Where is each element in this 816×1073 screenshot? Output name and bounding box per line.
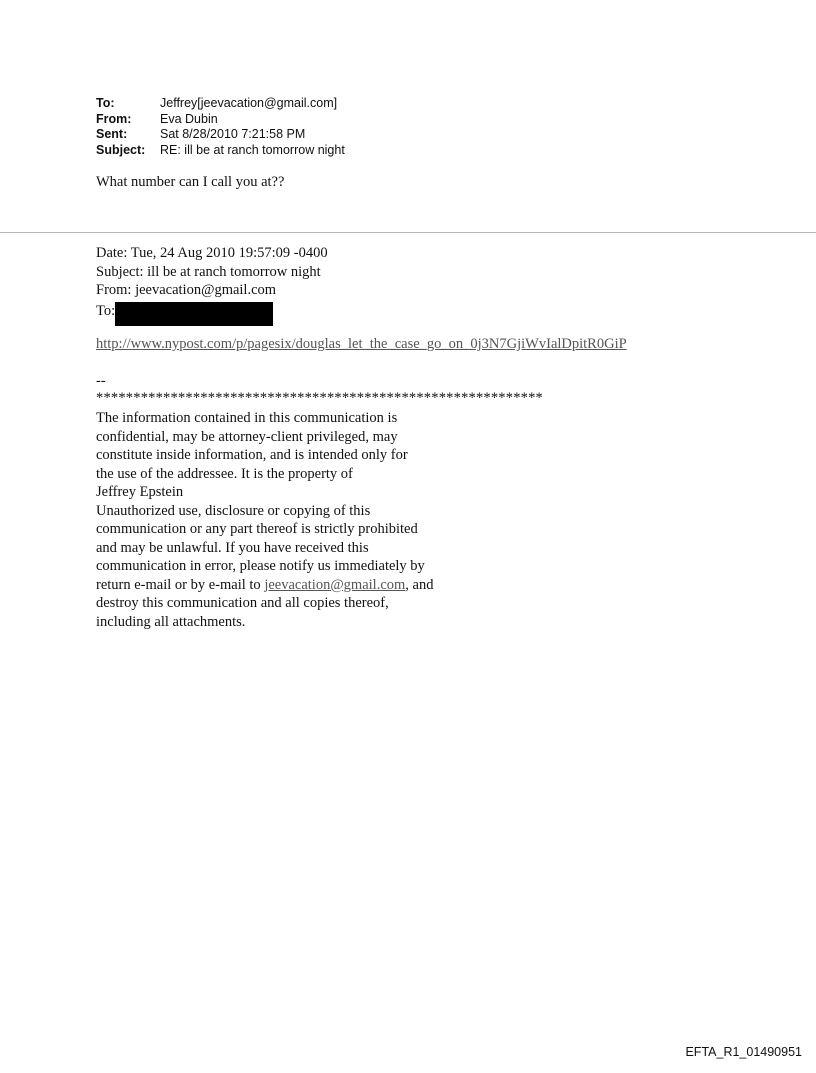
to-row bbox=[96, 96, 345, 112]
disclaimer-line: communication in error, please notify us immediately by bbox=[96, 558, 425, 574]
quoted-date: Date: Tue, 24 Aug 2010 19:57:09 -0400 bbox=[96, 245, 328, 261]
to-label: To: bbox=[96, 96, 115, 110]
disclaimer-text: return e-mail or by e-mail to bbox=[96, 576, 265, 593]
quoted-subject: Subject: ill be at ranch tomorrow night bbox=[96, 263, 321, 280]
redaction-box bbox=[115, 302, 273, 326]
sent-row bbox=[96, 127, 345, 143]
quoted-to-row bbox=[96, 300, 328, 324]
disclaimer bbox=[96, 409, 496, 631]
subject-row bbox=[96, 143, 345, 159]
disclaimer-line: destroy this communication and all copies thereof, bbox=[96, 595, 389, 611]
quoted-from: From: jeevacation@gmail.com bbox=[96, 282, 277, 298]
document-id: EFTA_R1_01490951 bbox=[685, 1045, 802, 1059]
signature-stars: ************************************************************ bbox=[96, 390, 543, 406]
email-header bbox=[96, 96, 345, 158]
disclaimer-line: communication or any part thereof is strictly prohibited bbox=[96, 521, 418, 537]
from-row bbox=[96, 112, 345, 128]
disclaimer-line: and may be unlawful. If you have received this bbox=[96, 539, 369, 556]
quoted-to-label: To: bbox=[96, 303, 116, 320]
quoted-header bbox=[96, 244, 328, 324]
disclaimer-line bbox=[96, 576, 496, 595]
disclaimer-line: The information contained in this communication is bbox=[96, 410, 398, 426]
to-value: Jeffrey[jeevacation@gmail.com] bbox=[160, 96, 338, 110]
disclaimer-line: confidential, may be attorney-client privileged, may bbox=[96, 428, 398, 445]
sent-value: Sat 8/28/2010 7:21:58 PM bbox=[160, 127, 306, 141]
email-link[interactable]: jeevacation@gmail.com bbox=[264, 576, 406, 593]
disclaimer-line: constitute inside information, and is intended only for bbox=[96, 447, 408, 463]
signature-dashes: -- bbox=[96, 373, 106, 389]
sent-label: Sent: bbox=[96, 127, 128, 141]
message-body: What number can I call you at?? bbox=[96, 174, 285, 190]
disclaimer-text: , and bbox=[405, 576, 434, 593]
disclaimer-line: Jeffrey Epstein bbox=[96, 484, 184, 500]
disclaimer-line: Unauthorized use, disclosure or copying of this bbox=[96, 502, 371, 519]
disclaimer-line: including all attachments. bbox=[96, 613, 246, 630]
disclaimer-line: the use of the addressee. It is the property of bbox=[96, 465, 353, 482]
subject-value: RE: ill be at ranch tomorrow night bbox=[160, 142, 345, 157]
from-label: From: bbox=[96, 111, 132, 126]
article-link[interactable]: http://www.nypost.com/p/pagesix/douglas_let_the_case_go_on_0j3N7GjiWvIalDpitR0GiP bbox=[96, 336, 627, 352]
divider bbox=[0, 232, 816, 233]
subject-label: Subject: bbox=[96, 142, 146, 157]
from-value: Eva Dubin bbox=[160, 111, 218, 126]
